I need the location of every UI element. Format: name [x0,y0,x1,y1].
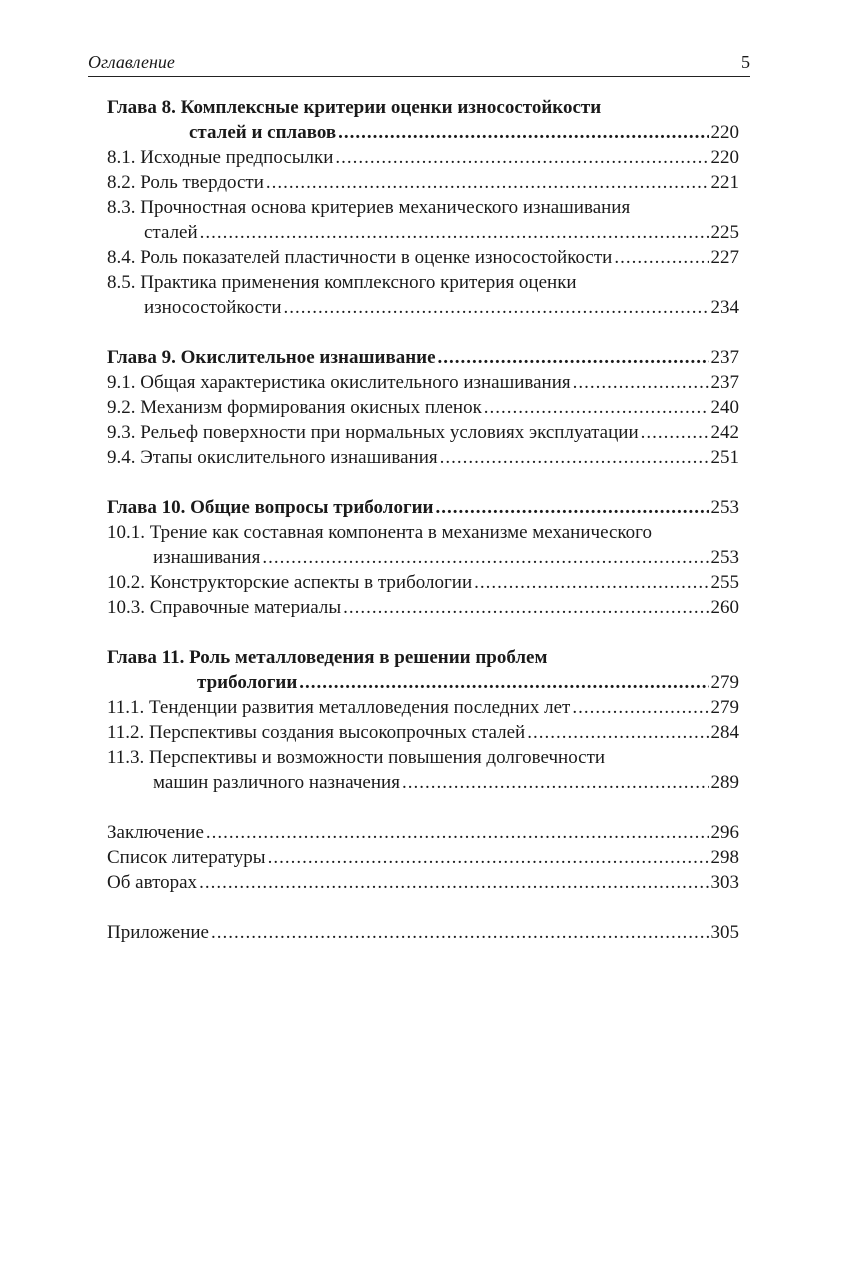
page-ref: 289 [710,772,739,793]
toc-entry-8-3[interactable]: сталей ..... 225 [107,220,739,245]
chapter-8-title: Глава 8. Комплексные критерии оценки износостойкости [107,97,602,118]
table-of-contents [107,95,739,970]
toc-entry-9-1[interactable]: 9.1. Общая характеристика окислительного изнашивания ..... 237 [107,370,739,395]
dot-leader [299,670,708,695]
back-matter-group [107,820,739,895]
chapter-11-entry[interactable]: трибологии ..... 279 [107,670,739,695]
dot-leader [438,345,709,370]
toc-entry-8-5-line1: 8.5. Практика применения комплексного критерия оценки [107,272,577,293]
page-ref: 220 [710,147,739,168]
page-ref: 237 [710,372,739,393]
page-ref: 234 [710,297,739,318]
toc-entry-10-2[interactable]: 10.2. Конструкторские аспекты в трибологии ..... 255 [107,570,739,595]
page-ref: 237 [710,347,739,368]
dot-leader [436,495,709,520]
dot-leader [200,220,709,245]
toc-entry-appendix[interactable]: Приложение ..... 305 [107,920,739,945]
chapter-9-group [107,345,739,470]
page-ref: 253 [710,497,739,518]
page-ref: 255 [710,572,739,593]
dot-leader [614,245,708,270]
toc-entry-10-1-line1: 10.1. Трение как составная компонента в механизме механического [107,522,652,543]
toc-entry-8-3-line1: 8.3. Прочностная основа критериев механического изнашивания [107,197,631,218]
running-header [88,52,750,77]
dot-leader [338,120,708,145]
page-ref: 225 [710,222,739,243]
chapter-11-group [107,645,739,795]
chapter-8-entry[interactable]: сталей и сплавов ..... 220 [107,120,739,145]
page-ref: 242 [710,422,739,443]
dot-leader [440,445,709,470]
toc-entry-8-4[interactable]: 8.4. Роль показателей пластичности в оценке износостойкости ..... 227 [107,245,739,270]
dot-leader [335,145,708,170]
appendix-group [107,920,739,945]
dot-leader [268,845,709,870]
page-ref: 253 [710,547,739,568]
toc-entry-authors[interactable]: Об авторах ..... 303 [107,870,739,895]
chapter-10-group [107,495,739,620]
toc-entry-11-3[interactable]: машин различного назначения ..... 289 [107,770,739,795]
page-ref: 221 [710,172,739,193]
page-ref: 260 [710,597,739,618]
page-ref: 240 [710,397,739,418]
chapter-8-group [107,95,739,320]
dot-leader [206,820,709,845]
dot-leader [284,295,709,320]
page-ref: 298 [710,847,739,868]
dot-leader [484,395,709,420]
page-ref: 284 [710,722,739,743]
toc-entry-9-4[interactable]: 9.4. Этапы окислительного изнашивания ..... 251 [107,445,739,470]
dot-leader [641,420,709,445]
toc-entry-11-1[interactable]: 11.1. Тенденции развития металловедения последних лет ..... 279 [107,695,739,720]
dot-leader [573,370,709,395]
toc-entry-8-1[interactable]: 8.1. Исходные предпосылки ..... 220 [107,145,739,170]
dot-leader [402,770,709,795]
toc-entry-references[interactable]: Список литературы ..... 298 [107,845,739,870]
dot-leader [527,720,708,745]
toc-entry-11-3-line1: 11.3. Перспективы и возможности повышения долговечности [107,747,606,768]
page-ref: 279 [710,697,739,718]
page-ref: 227 [710,247,739,268]
dot-leader [474,570,708,595]
page-ref: 251 [710,447,739,468]
dot-leader [266,170,709,195]
page-ref: 303 [710,872,739,893]
toc-entry-9-2[interactable]: 9.2. Механизм формирования окисных пленок ..... 240 [107,395,739,420]
page-ref: 305 [710,922,739,943]
toc-entry-11-2[interactable]: 11.2. Перспективы создания высокопрочных сталей ..... 284 [107,720,739,745]
page-ref: 296 [710,822,739,843]
page-number: 5 [741,52,750,72]
toc-entry-10-3[interactable]: 10.3. Справочные материалы ..... 260 [107,595,739,620]
page-ref: 220 [710,122,739,143]
toc-entry-10-1[interactable]: изнашивания ..... 253 [107,545,739,570]
dot-leader [572,695,708,720]
toc-entry-8-2[interactable]: 8.2. Роль твердости ..... 221 [107,170,739,195]
chapter-10-entry[interactable]: Глава 10. Общие вопросы трибологии ..... 253 [107,495,739,520]
running-header-title: Оглавление [88,52,175,72]
dot-leader [262,545,708,570]
dot-leader [199,870,708,895]
chapter-9-entry[interactable]: Глава 9. Окислительное изнашивание ..... 237 [107,345,739,370]
toc-entry-conclusion[interactable]: Заключение ..... 296 [107,820,739,845]
chapter-11-title: Глава 11. Роль металловедения в решении проблем [107,647,548,668]
toc-entry-8-5[interactable]: износостойкости ..... 234 [107,295,739,320]
toc-entry-9-3[interactable]: 9.3. Рельеф поверхности при нормальных условиях эксплуатации ..... 242 [107,420,739,445]
page-ref: 279 [710,672,739,693]
dot-leader [343,595,708,620]
dot-leader [211,920,709,945]
